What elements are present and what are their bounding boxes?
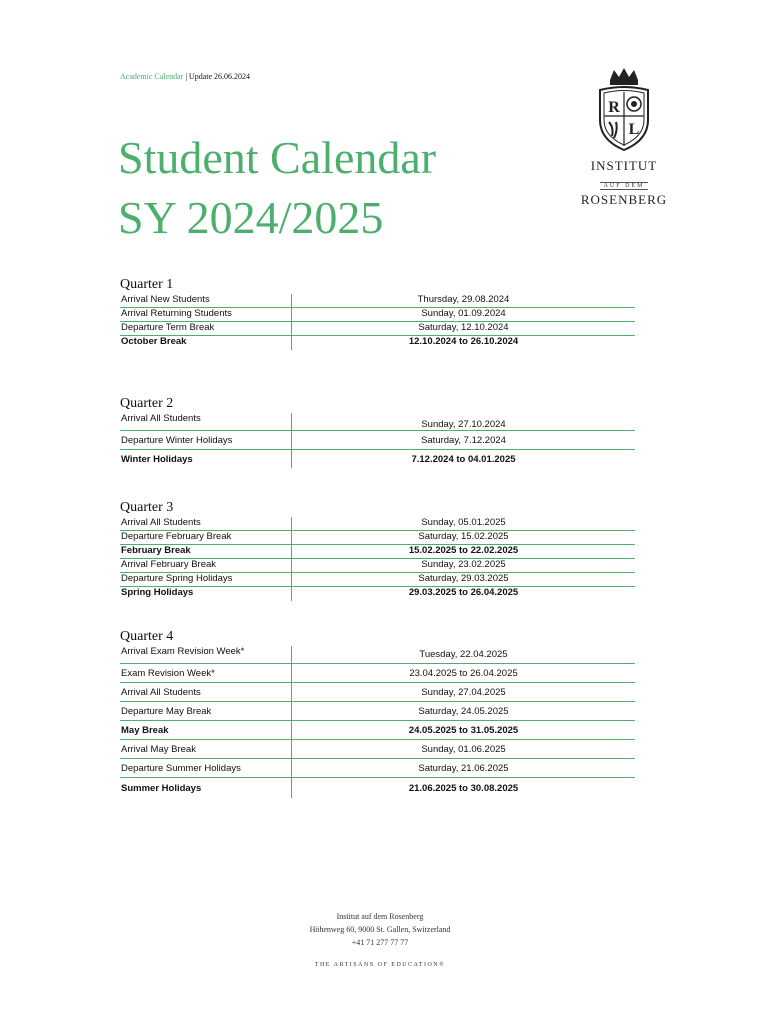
event-label: Arrival May Break (120, 740, 292, 758)
event-label: Departure Spring Holidays (120, 573, 292, 586)
institute-logo (572, 66, 676, 207)
event-date: 21.06.2025 to 30.08.2025 (408, 782, 519, 794)
table-row (120, 778, 635, 798)
event-label: Arrival Returning Students (120, 308, 292, 321)
table-row (120, 740, 635, 759)
event-date: Sunday, 23.02.2025 (421, 559, 506, 570)
header-separator: | (183, 72, 189, 81)
table-row (120, 702, 635, 721)
event-date: Saturday, 29.03.2025 (418, 573, 509, 584)
event-label: Departure February Break (120, 531, 292, 544)
table-row (120, 573, 635, 587)
table-row (120, 450, 635, 468)
crowned-shield-crest-icon (592, 66, 656, 156)
page-title (118, 128, 436, 248)
header-section: Academic Calendar (120, 72, 184, 81)
table-row (120, 545, 635, 559)
event-date: Saturday, 12.10.2024 (418, 322, 509, 333)
event-label: Departure Summer Holidays (120, 759, 292, 777)
quarter-2-table (120, 413, 635, 468)
table-row (120, 413, 635, 431)
table-row (120, 759, 635, 778)
event-date: Saturday, 21.06.2025 (418, 762, 509, 774)
event-label: Arrival New Students (120, 294, 292, 307)
event-date: 12.10.2024 to 26.10.2024 (408, 336, 519, 347)
event-date: Sunday, 05.01.2025 (421, 517, 506, 528)
quarter-2-section (120, 396, 635, 468)
event-label: October Break (120, 336, 292, 350)
table-row (120, 336, 635, 350)
table-row (120, 664, 635, 683)
quarter-4-section (120, 629, 635, 798)
event-label: Exam Revision Week* (120, 664, 292, 682)
document-header (120, 72, 250, 81)
quarter-title: Quarter 2 (120, 396, 174, 411)
footer-phone: +41 71 277 77 77 (351, 938, 409, 947)
event-label: February Break (120, 545, 292, 558)
svg-text:R: R (608, 99, 620, 116)
table-row (120, 721, 635, 740)
event-label: May Break (120, 721, 292, 739)
event-date: Saturday, 15.02.2025 (418, 531, 509, 542)
logo-line-3: ROSENBERG (580, 192, 668, 207)
event-date: Saturday, 7.12.2024 (421, 434, 506, 446)
logo-line-1: INSTITUT (590, 158, 658, 173)
event-date: 23.04.2025 to 26.04.2025 (409, 667, 518, 679)
quarter-title: Quarter 4 (120, 629, 174, 644)
table-row (120, 646, 635, 664)
event-label: Arrival Exam Revision Week* (120, 646, 292, 663)
event-label: Winter Holidays (120, 450, 292, 468)
event-date: Sunday, 01.09.2024 (421, 308, 506, 319)
table-row (120, 431, 635, 450)
quarter-3-section (120, 500, 635, 601)
table-row (120, 559, 635, 573)
quarter-title: Quarter 3 (120, 500, 174, 515)
footer-line-2: Höhenweg 60, 9000 St. Gallen, Switzerland (309, 925, 451, 934)
quarter-4-table (120, 646, 635, 798)
table-row (120, 517, 635, 531)
event-label: Departure May Break (120, 702, 292, 720)
title-line-2: SY 2024/2025 (118, 192, 384, 243)
title-line-1: Student Calendar (118, 132, 437, 183)
event-date: Saturday, 24.05.2025 (418, 705, 509, 717)
footer-tagline: THE ARTISANS OF EDUCATION® (314, 962, 446, 968)
table-row (120, 587, 635, 601)
quarter-1-section (120, 277, 635, 350)
table-row (120, 683, 635, 702)
quarter-1-table (120, 294, 635, 350)
event-date: 7.12.2024 to 04.01.2025 (411, 453, 516, 465)
header-update: Update 26.06.2024 (188, 72, 251, 81)
event-label: Departure Term Break (120, 322, 292, 335)
event-date: Sunday, 27.10.2024 (421, 419, 506, 430)
event-label: Departure Winter Holidays (120, 431, 292, 449)
quarter-title: Quarter 1 (120, 277, 174, 292)
event-label: Arrival All Students (120, 517, 292, 530)
table-row (120, 308, 635, 322)
event-label: Arrival February Break (120, 559, 292, 572)
footer-address (290, 910, 470, 972)
event-date: 15.02.2025 to 22.02.2025 (408, 545, 519, 556)
event-date: 24.05.2025 to 31.05.2025 (408, 724, 519, 736)
event-date: Tuesday, 22.04.2025 (419, 649, 508, 660)
quarter-3-table (120, 517, 635, 601)
table-row (120, 294, 635, 308)
event-date: 29.03.2025 to 26.04.2025 (408, 587, 519, 598)
event-date: Thursday, 29.08.2024 (417, 294, 510, 305)
logo-line-2: AUF DEM (600, 182, 649, 190)
table-row (120, 531, 635, 545)
event-date: Sunday, 01.06.2025 (421, 743, 506, 755)
event-date: Sunday, 27.04.2025 (421, 686, 506, 698)
event-label: Spring Holidays (120, 587, 292, 601)
event-label: Summer Holidays (120, 778, 292, 798)
event-label: Arrival All Students (120, 413, 292, 430)
event-label: Arrival All Students (120, 683, 292, 701)
svg-text:L: L (628, 121, 640, 138)
table-row (120, 322, 635, 336)
footer-line-1: Institut auf dem Rosenberg (336, 912, 424, 921)
